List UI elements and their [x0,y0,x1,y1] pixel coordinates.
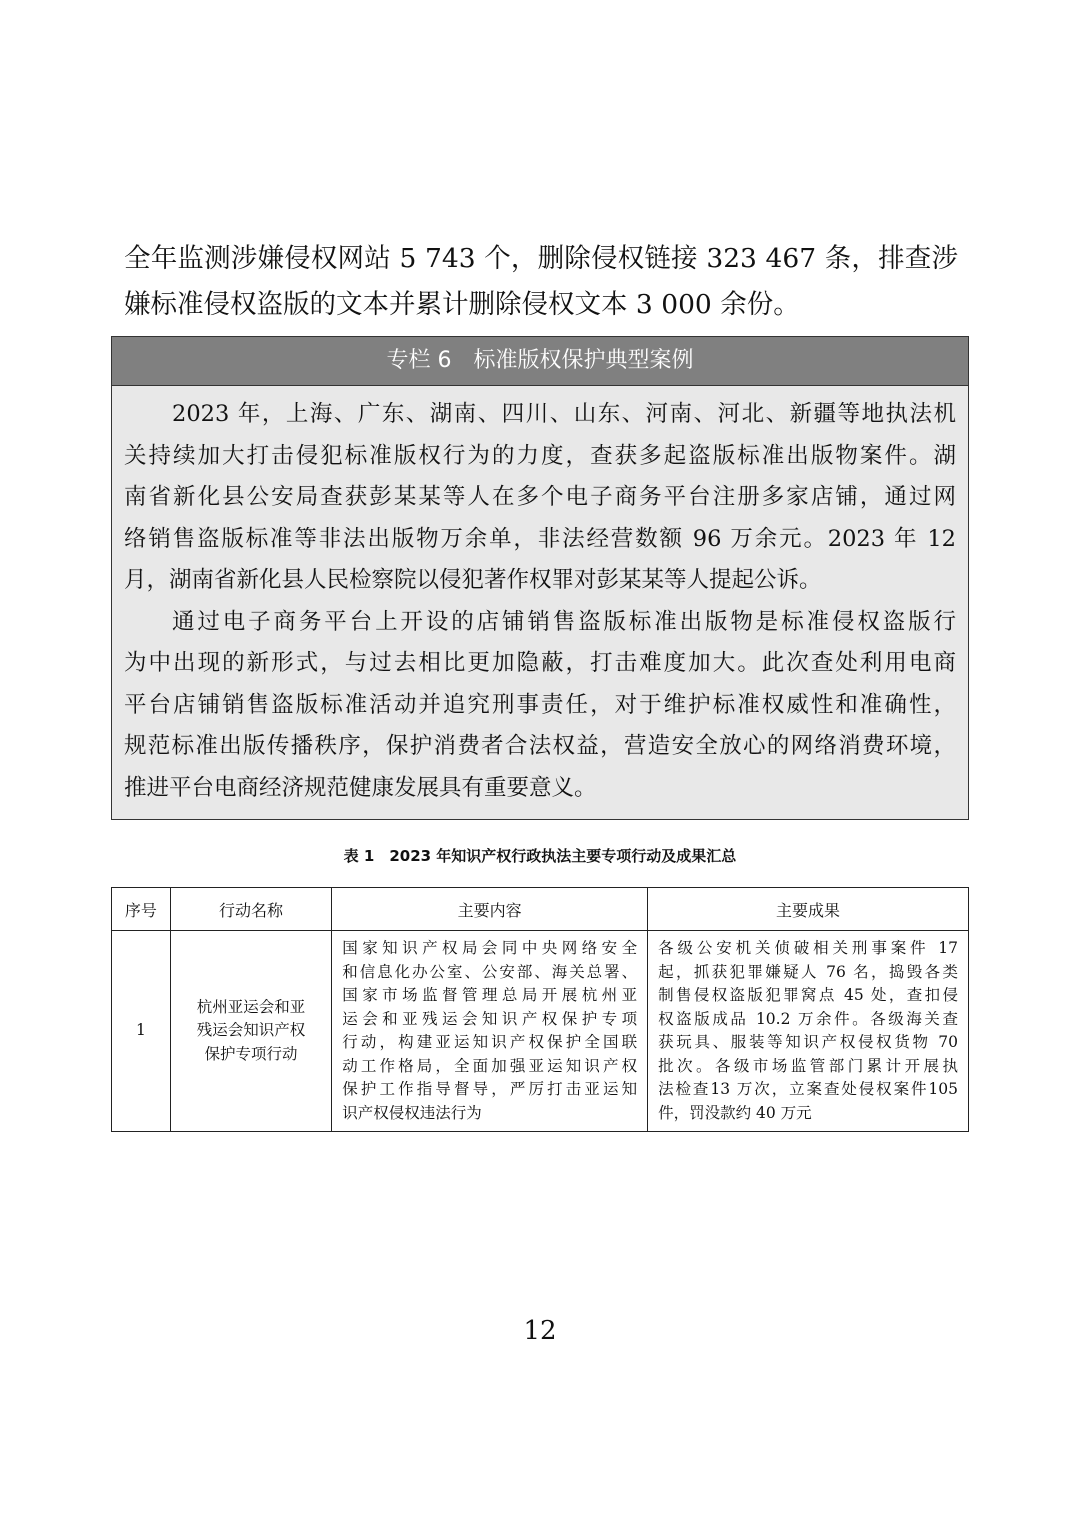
table-header-row [112,888,969,931]
page-number: 12 [523,1316,557,1346]
cell-line: 保护工作指导督导，严厉打击亚运知 [342,1080,638,1098]
cell-line: 残运会知识产权 [196,1021,306,1040]
cell-line: 和信息化办公室、公安部、海关总署、 [342,962,638,981]
box-line: 为中出现的新形式，与过去相比更加隐蔽，打击难度加大。此次查处利用电商 [124,650,956,676]
cell-line: 获玩具、服装等知识产权侵权货物 70 [658,1033,958,1051]
header-index: 序号 [112,888,171,931]
header-name: 行动名称 [170,888,331,931]
box-line: 规范标准出版传播秩序，保护消费者合法权益，营造安全放心的网络消费环境， [124,733,956,759]
cell-line: 件，罚没款约 40 万元 [658,1103,812,1122]
box-line: 平台店铺销售盗版标准活动并追究刑事责任，对于维护标准权威性和准确性， [124,691,956,718]
table-caption: 表 1 2023 年知识产权行政执法主要专项行动及成果汇总 [343,847,737,865]
cell-line: 行动，构建亚运知识产权保护全国联 [342,1033,638,1051]
intro-paragraph [124,236,958,328]
cell-index: 1 [112,931,171,1132]
cell-line: 权盗版成品 10.2 万余件。各级海关查 [658,1009,958,1028]
box-body [112,386,968,809]
cell-line: 国家市场监督管理总局开展杭州亚 [342,986,638,1004]
cell-line: 运会和亚残运会知识产权保护专项 [342,1009,638,1028]
cell-line: 各级公安机关侦破相关刑事案件 17 [658,939,958,957]
case-sidebar-box [111,336,969,820]
cell-content [332,931,648,1132]
header-results: 主要成果 [648,888,969,931]
cell-line: 国家知识产权局会同中央网络安全 [342,939,638,957]
box-line: 络销售盗版标准等非法出版物万余单，非法经营数额 96 万余元。2023 年 12 [124,525,956,552]
cell-line: 起，抓获犯罪嫌疑人 76 名，捣毁各类 [658,962,958,981]
cell-line: 动工作格局，全面加强亚运知识产权 [342,1056,638,1075]
cell-line: 杭州亚运会和亚 [196,997,306,1016]
intro-line: 全年监测涉嫌侵权网站 5 743 个，删除侵权链接 323 467 条，排查涉 [124,243,958,274]
cell-name [170,931,331,1132]
box-line: 南省新化县公安局查获彭某某等人在多个电子商务平台注册多家店铺，通过网 [124,484,956,510]
cell-line: 制售侵权盗版犯罪窝点 45 处，查扣侵 [658,986,958,1004]
cell-line: 批次。各级市场监管部门累计开展执 [658,1056,958,1075]
box-line: 推进平台电商经济规范健康发展具有重要意义。 [124,774,597,801]
header-content: 主要内容 [332,888,648,931]
table-row [112,931,969,1132]
cell-line: 法检查13 万次，立案查处侵权案件105 [658,1080,958,1098]
cell-line: 识产权侵权违法行为 [342,1103,482,1122]
box-line: 通过电子商务平台上开设的店铺销售盗版标准出版物是标准侵权盗版行 [172,608,956,635]
enforcement-table [111,887,969,1132]
box-line: 月，湖南省新化县人民检察院以侵犯著作权罪对彭某某等人提起公诉。 [124,567,822,593]
intro-line: 嫌标准侵权盗版的文本并累计删除侵权文本 3 000 余份。 [124,289,800,320]
cell-line: 保护专项行动 [204,1044,298,1063]
box-line: 关持续加大打击侵犯标准版权行为的力度，查获多起盗版标准出版物案件。湖 [124,442,956,469]
box-title: 专栏 6 标准版权保护典型案例 [112,337,968,386]
cell-results [648,931,969,1132]
box-line: 2023 年，上海、广东、湖南、四川、山东、河南、河北、新疆等地执法机 [172,401,956,427]
